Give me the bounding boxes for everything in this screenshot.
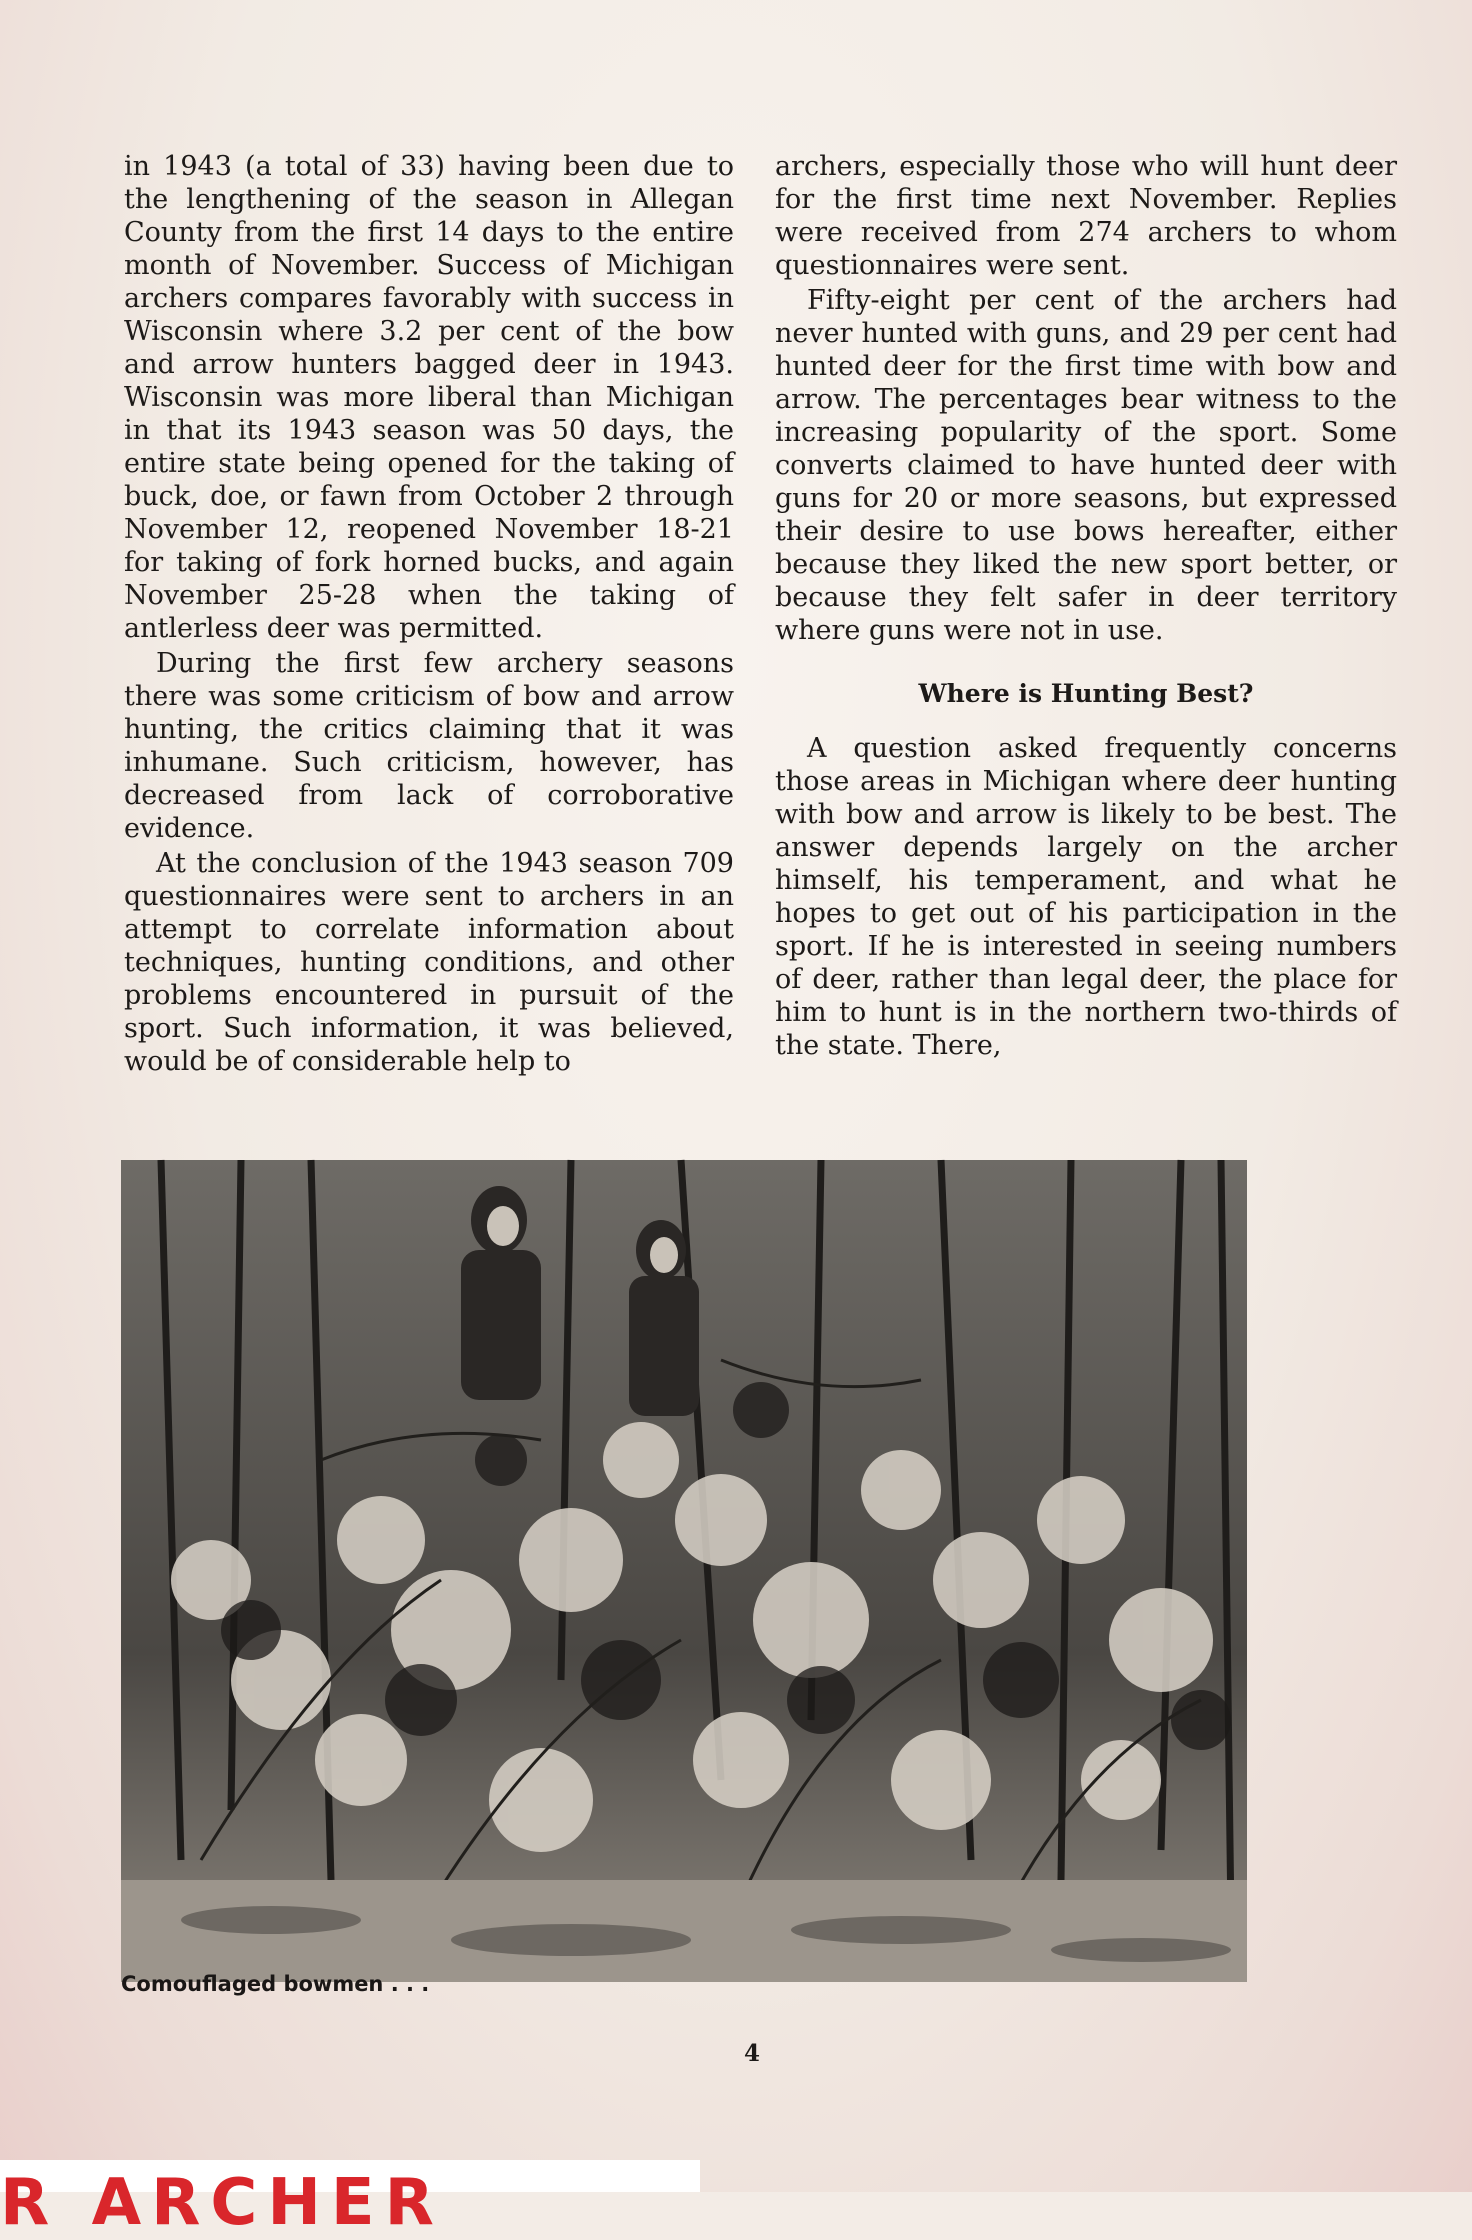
bottom-cover-strip [0, 2160, 700, 2240]
page-number: 4 [743, 2040, 760, 2067]
left-paragraph-1: in 1943 (a total of 33) having been due to the lengthening of the season in Allegan County from the first 14 days to the entire month of November. Success of Michigan archers compares favorably with success in Wisconsin where 3.2 per cent of the bow and arrow hunters bagged deer in 1943. Wisconsin was more liberal than Michigan in that its 1943 season was 50 days, the entire state being opened for the taking of buck, doe, or fawn from October 2 through November 12, reopened November 18-21 for taking of fork horned bucks, and again November 25-28 when the taking of antlerless deer was permitted. [124, 151, 734, 644]
right-column [775, 150, 1397, 1064]
right-paragraph-1: archers, especially those who will hunt deer for the first time next November. Replies were received from 274 archers to whom questionnaires were sent. [775, 151, 1397, 281]
photo-illustration [121, 1160, 1247, 1982]
right-paragraph-3: A question asked frequently concerns those areas in Michigan where deer hunting with bow and arrow is likely to be best. The answer depends largely on the archer himself, his temperament, and what he hopes to get out of his participation in the sport. If he is interested in seeing numbers of deer, rather than legal deer, the place for him to hunt is in the northern two-thirds of the state. There, [775, 733, 1397, 1061]
left-column [124, 150, 734, 1080]
photo-caption: Comouflaged bowmen . . . [121, 1972, 430, 1996]
section-heading: Where is Hunting Best? [918, 679, 1254, 708]
photo-camouflaged-bowmen [121, 1160, 1247, 1982]
left-paragraph-3: At the conclusion of the 1943 season 709 questionnaires were sent to archers in an attempt to correlate information about techniques, hunting conditions, and other problems encountered in pursuit of the sport. Such information, it was believed, would be of considerable help to [124, 848, 734, 1077]
bottom-strip-letters: R ARCHER [0, 2166, 444, 2240]
right-paragraph-2: Fifty-eight per cent of the archers had never hunted with guns, and 29 per cent had hunted deer for the first time with bow and arrow. The percentages bear witness to the increasing popularity of the sport. Some converts claimed to have hunted deer with guns for 20 or more seasons, but expressed their desire to use bows hereafter, either because they liked the new sport better, or because they felt safer in deer territory where guns were not in use. [775, 285, 1397, 646]
left-paragraph-2: During the first few archery seasons there was some criticism of bow and arrow hunting, the critics claiming that it was inhumane. Such criticism, however, has decreased from lack of corroborative evidence. [124, 648, 734, 844]
